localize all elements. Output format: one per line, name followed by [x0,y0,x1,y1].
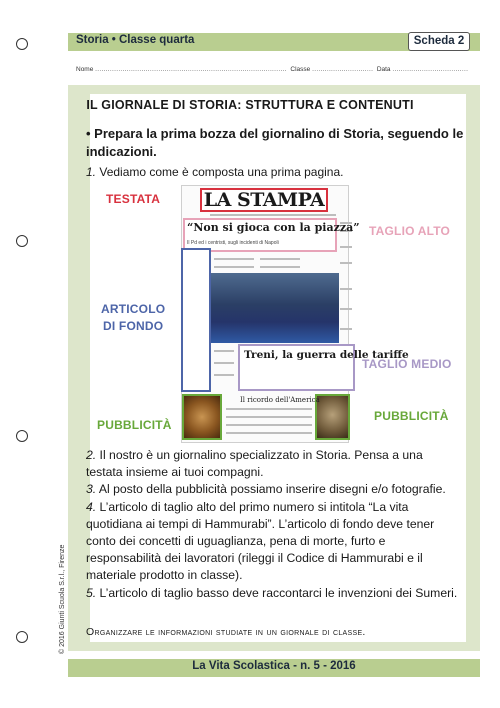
step-2 [86,447,462,481]
articolo-di-fondo-label [101,301,165,335]
instructions [86,447,462,602]
taglio-alto-label: TAGLIO ALTO [369,224,451,238]
step-number: 3. [86,482,97,497]
football-photo [211,273,339,343]
mid-headline: Treni, la guerra delle tariffe [244,349,409,361]
step-text: L’articolo di taglio alto del primo numero si intitola “La vita quotidiana ai tempi di Hammurabi”. L’articolo di fondo deve tener conto dei concetti di uguaglianza, pena di morte, furto e responsabilità dei lavoratori (rileggi il Codice di Hammurabi e il materiale prodotto in classe). [86,499,435,583]
top-headline: “Non si gioca con la piazza” [187,221,360,234]
binder-hole [16,235,28,247]
text-line [340,328,352,330]
binder-hole [16,430,28,442]
text-line [214,350,234,352]
student-fields [76,66,468,73]
text-line [226,408,312,410]
text-line [214,374,234,376]
step-text: L’articolo di taglio basso deve raccontarci le invenzioni dei Sumeri. [96,585,458,600]
binder-hole [16,38,28,50]
testata-label: TESTATA [106,192,161,206]
final-instruction: Organizzare le informazioni studiate in un giornale di classe. [86,626,366,638]
nome-line: ........................................................................................... [95,66,287,73]
subject-label: Storia • Classe quarta [76,34,195,46]
classe-line: ............................. [312,66,374,73]
text-line [340,262,352,264]
text-line [260,258,300,260]
intro-instruction: • Prepara la prima bozza del giornalino di Storia, seguendo le indicazioni. [86,126,464,159]
step-4 [86,499,462,585]
pubblicita-label-left: PUBBLICITÀ [97,418,172,432]
step-3 [86,481,462,498]
advert-right [315,394,350,440]
step-1 [86,165,344,179]
newspaper-masthead: LA STAMPA [200,188,328,212]
copyright-notice: © 2016 Giunti Scuola S.r.l., Firenze [59,544,66,654]
step-1-number: 1. [86,165,97,179]
text-line [226,432,312,434]
binder-hole [16,631,28,643]
classe-label: Classe [290,66,311,73]
step-text: Al posto della pubblicità possiamo inserire disegni e/o fotografie. [96,482,446,497]
text-line [214,362,234,364]
step-5 [86,585,462,602]
text-line [340,288,352,290]
footer-label: La Vita Scolastica - n. 5 - 2016 [192,660,356,672]
articolo-di-fondo-box [181,248,211,392]
di-fondo-label: DI FONDO [103,319,164,333]
text-line [226,424,312,426]
step-1-text: Vediamo come è composta una prima pagina. [96,165,344,179]
sheet-number: Scheda 2 [408,32,470,51]
text-line [340,246,352,248]
nome-label: Nome [76,66,94,73]
articolo-label: ARTICOLO [101,302,166,316]
taglio-medio-label: TAGLIO MEDIO [362,357,452,371]
step-text: Il nostro è un giornalino specializzato in Storia. Pensa a una testata insieme ai tuoi compagni. [86,448,423,480]
text-line [214,258,254,260]
text-line [260,266,300,268]
advert-left [182,394,222,440]
pubblicita-label-right: PUBBLICITÀ [374,409,449,423]
text-line [210,214,336,216]
low-headline: Il ricordo dell'America [240,396,320,404]
data-label: Data [376,66,391,73]
text-line [214,266,254,268]
page-title: IL GIORNALE DI STORIA: STRUTTURA E CONTENUTI [86,98,414,112]
text-line [340,308,352,310]
text-line [226,416,312,418]
step-number: 2. [86,448,97,462]
step-number: 4. [86,499,97,514]
data-line: .................................... [392,66,469,73]
top-headline-subtitle: Il Pd ed i centristi, sugli incidenti di Napoli [187,240,279,246]
step-number: 5. [86,585,97,600]
